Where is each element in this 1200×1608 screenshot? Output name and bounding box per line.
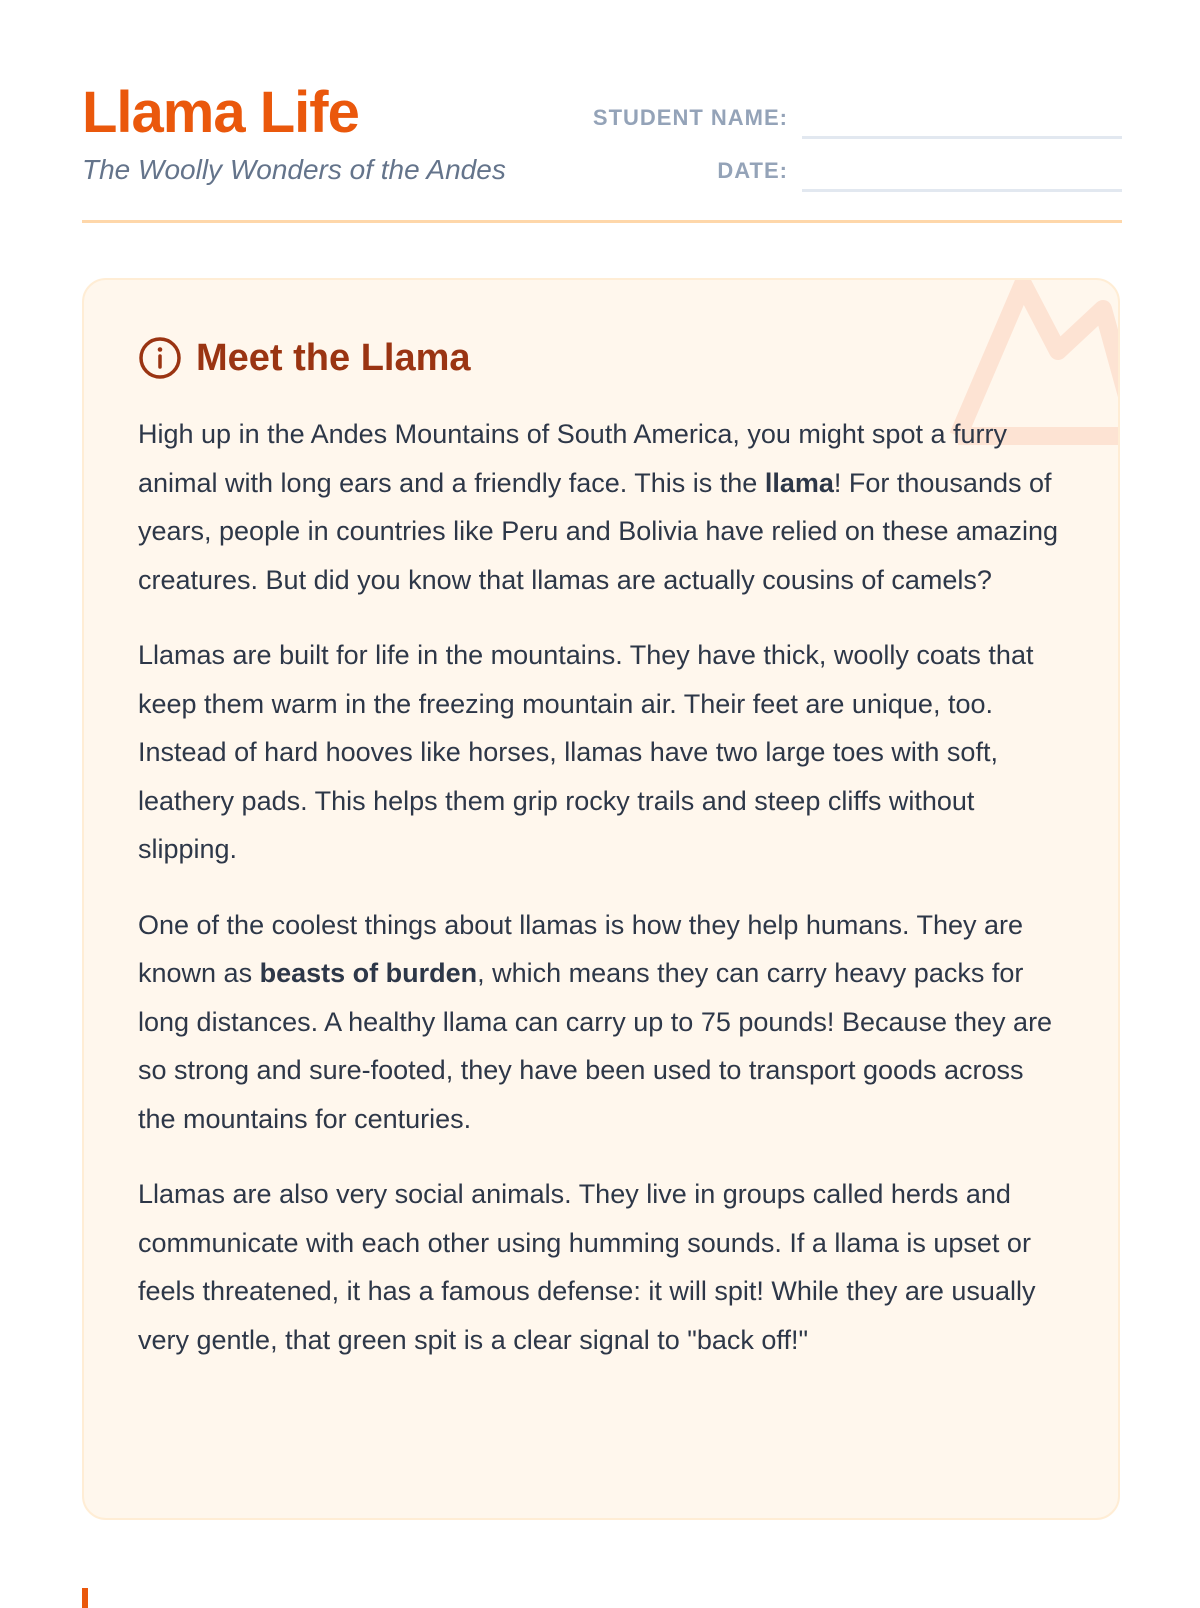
date-field[interactable] (582, 139, 1122, 192)
student-name-line[interactable] (802, 106, 1122, 139)
student-name-field[interactable] (582, 86, 1122, 139)
date-line[interactable] (802, 159, 1122, 192)
card-body (138, 410, 1068, 1391)
info-icon (138, 336, 182, 380)
meet-the-llama-card (82, 278, 1120, 1520)
text: ! For thousands of years, people in countries like Peru and Bolivia have relied on these amazing creatures. But did you know that llamas are actually cousins of camels? (138, 467, 1059, 595)
paragraph (138, 410, 1068, 604)
text: , which means they can carry heavy packs for long distances. A healthy llama can carry up to 75 pounds! Because they are so strong and sure-footed, they have been used to transport goods across the mountains for centuries. (138, 958, 1053, 1134)
student-name-label: STUDENT NAME: (592, 105, 788, 130)
next-section-accent-bar (82, 1588, 88, 1608)
student-fields (582, 86, 1122, 192)
paragraph: Llamas are also very social animals. They live in groups called herds and communicate with each other using humming sounds. If a llama is upset or feels threatened, it has a famous defense: it will spit! While they are usually very gentle, that green spit is a clear signal to "back off!" (138, 1179, 1036, 1355)
card-header (138, 336, 471, 380)
card-title: Meet the Llama (196, 336, 471, 379)
paragraph: Llamas are built for life in the mountains. They have thick, woolly coats that keep them warm in the freezing mountain air. Their feet are unique, too. Instead of hard hooves like horses, llamas have two large toes with soft, leathery pads. This helps them grip rocky trails and steep cliffs without slipping. (138, 640, 1034, 864)
date-label: DATE: (717, 158, 788, 183)
text: One of the coolest things about llamas is how they help humans. They are known as (138, 909, 1024, 988)
worksheet-header (82, 78, 1122, 186)
text: High up in the Andes Mountains of South America, you might spot a furry animal with long ears and a friendly face. This is the (138, 419, 1007, 498)
page-subtitle: The Woolly Wonders of the Andes (82, 154, 506, 185)
header-divider (82, 220, 1122, 223)
bold-term: llama (764, 467, 834, 498)
page-title: Llama Life (82, 80, 359, 145)
bold-term: beasts of burden (259, 958, 478, 988)
paragraph (138, 901, 1068, 1144)
